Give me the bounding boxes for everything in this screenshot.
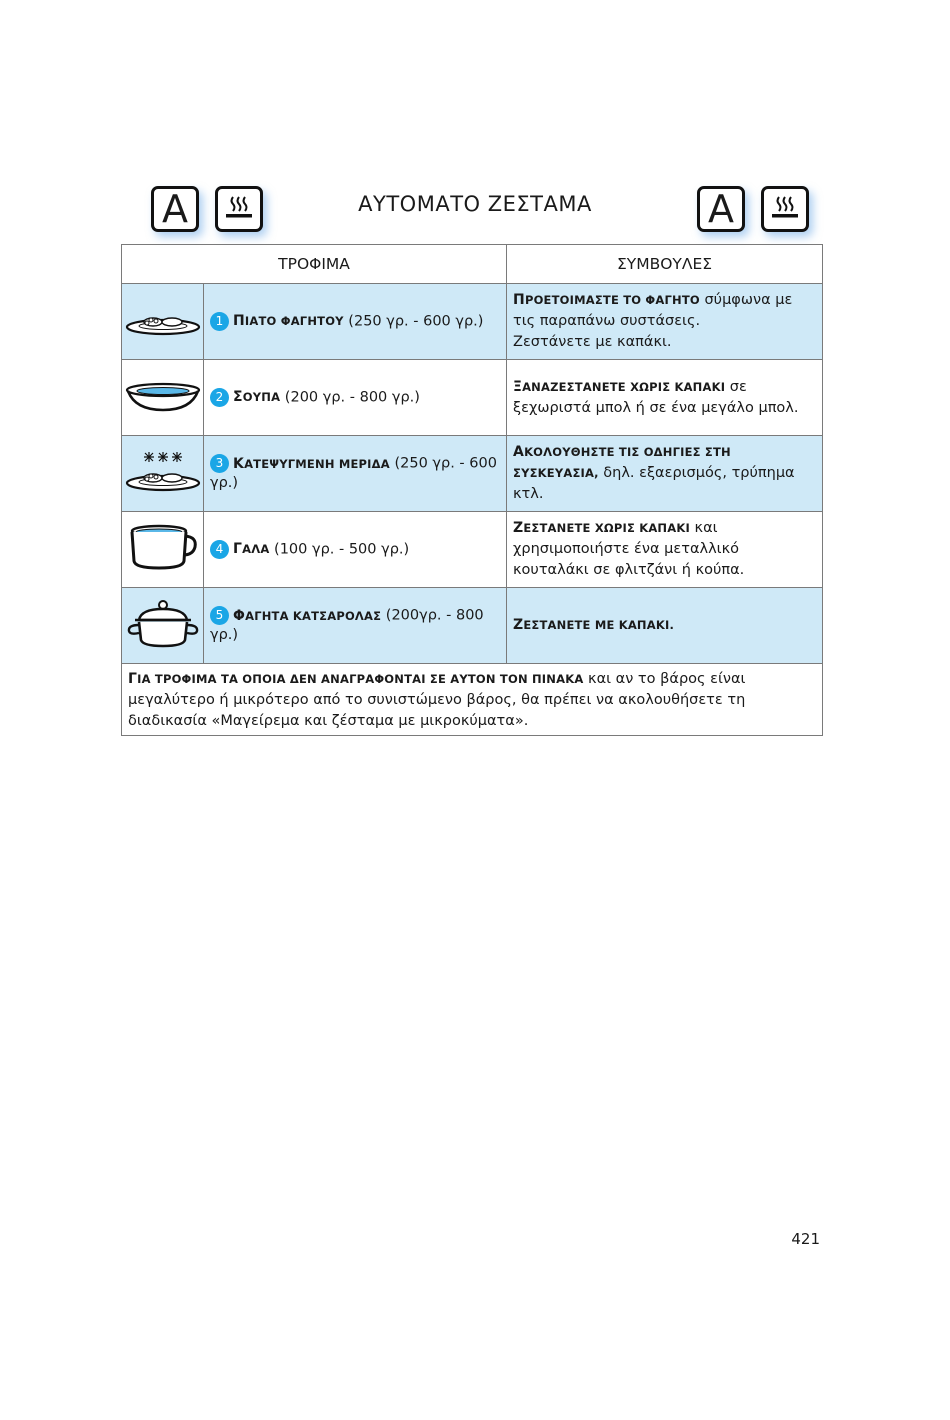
tip-cell bbox=[507, 436, 823, 512]
tip-cell bbox=[507, 512, 823, 588]
plate-icon bbox=[122, 284, 204, 360]
page-header bbox=[0, 186, 950, 234]
food-name: ΣΟΥΠΑ bbox=[233, 389, 281, 406]
tip-bold: ΑΚΟΛΟΥΘΗΣΤΕ ΤΙΣ ΟΔΗΓΙΕΣ ΣΤΗ ΣΥΣΚΕΥΑΣΙΑ, bbox=[513, 444, 731, 481]
table-row bbox=[122, 360, 823, 436]
number-badge: 5 bbox=[210, 606, 229, 625]
table-note bbox=[122, 664, 823, 736]
tip-cell bbox=[507, 588, 823, 664]
casserole-icon bbox=[122, 588, 204, 664]
table-row bbox=[122, 436, 823, 512]
page-number: 421 bbox=[791, 1230, 820, 1248]
soup-bowl-icon bbox=[122, 360, 204, 436]
number-badge: 4 bbox=[210, 540, 229, 559]
tip-bold: ΖΕΣΤΑΝΕΤΕ ΧΩΡΙΣ ΚΑΠΑΚΙ bbox=[513, 520, 690, 537]
food-cell bbox=[204, 588, 507, 664]
food-name: ΦΑΓΗΤΑ ΚΑΤΣΑΡΟΛΑΣ bbox=[233, 607, 382, 624]
tip-text: και χρησιμοποιήστε ένα μεταλλικό κουταλάκι σε φλιτζάνι ή κούπα. bbox=[513, 520, 745, 578]
food-weight: (250 γρ. - 600 γρ.) bbox=[210, 455, 497, 491]
tip-cell bbox=[507, 360, 823, 436]
food-name: ΚΑΤΕΨΥΓΜΕΝΗ ΜΕΡΙΔΑ bbox=[233, 455, 390, 472]
note-text: και αν το βάρος είναι μεγαλύτερο ή μικρότερο από το συνιστώμενο βάρος, θα πρέπει να ακολουθήσετε τη διαδικασία «Μαγείρεμα και ζέσταμα με μικροκύματα». bbox=[128, 671, 746, 730]
tip-text: σύμφωνα με τις παραπάνω συστάσεις. bbox=[513, 292, 793, 330]
tip-cell bbox=[507, 284, 823, 360]
tip-bold: ΖΕΣΤΑΝΕΤΕ ΜΕ ΚΑΠΑΚΙ. bbox=[513, 617, 675, 634]
food-name: ΓΑΛΑ bbox=[233, 541, 270, 558]
food-cell bbox=[204, 284, 507, 360]
column-header-tips: ΣΥΜΒΟΥΛΕΣ bbox=[507, 245, 823, 284]
food-weight: (250 γρ. - 600 γρ.) bbox=[343, 313, 484, 330]
food-name: ΠΙΑΤΟ ΦΑΓΗΤΟΥ bbox=[233, 313, 344, 330]
food-weight: (200 γρ. - 800 γρ.) bbox=[280, 389, 420, 406]
frozen-plate-icon bbox=[122, 436, 204, 512]
tip-line2: Ζεστάνετε με καπάκι. bbox=[513, 333, 672, 350]
page-title: ΑΥΤΟΜΑΤΟ ΖΕΣΤΑΜΑ bbox=[358, 192, 592, 216]
auto-button-icon-left: A bbox=[151, 186, 199, 232]
food-weight: (200γρ. - 800 γρ.) bbox=[210, 607, 484, 643]
steam-button-icon-right bbox=[761, 186, 809, 232]
table-row bbox=[122, 588, 823, 664]
tip-text: σε ξεχωριστά μπολ ή σε ένα μεγάλο μπολ. bbox=[513, 378, 799, 416]
food-cell bbox=[204, 436, 507, 512]
note-bold: ΓΙΑ ΤΡΟΦΙΜΑ ΤΑ ΟΠΟΙΑ ΔΕΝ ΑΝΑΓΡΑΦΟΝΤΑΙ ΣΕ ΑΥΤΟΝ ΤΟΝ ΠΙΝΑΚΑ bbox=[128, 671, 584, 687]
table-row bbox=[122, 284, 823, 360]
column-header-food: ΤΡΟΦΙΜΑ bbox=[122, 245, 507, 284]
tip-bold: ΞΑΝΑΖΕΣΤΑΝΕΤΕ ΧΩΡΙΣ ΚΑΠΑΚΙ bbox=[513, 378, 726, 395]
number-badge: 2 bbox=[210, 388, 229, 407]
table-row bbox=[122, 512, 823, 588]
food-cell bbox=[204, 360, 507, 436]
number-badge: 3 bbox=[210, 454, 229, 473]
cup-icon bbox=[122, 512, 204, 588]
auto-reheat-table bbox=[121, 244, 823, 736]
tip-bold: ΠΡΟΕΤΟΙΜΑΣΤΕ ΤΟ ΦΑΓΗΤΟ bbox=[513, 292, 700, 309]
food-weight: (100 γρ. - 500 γρ.) bbox=[269, 541, 410, 558]
food-cell bbox=[204, 512, 507, 588]
tip-text: δηλ. εξαερισμός, τρύπημα κτλ. bbox=[513, 465, 795, 502]
number-badge: 1 bbox=[210, 312, 229, 331]
auto-button-icon-right: A bbox=[697, 186, 745, 232]
